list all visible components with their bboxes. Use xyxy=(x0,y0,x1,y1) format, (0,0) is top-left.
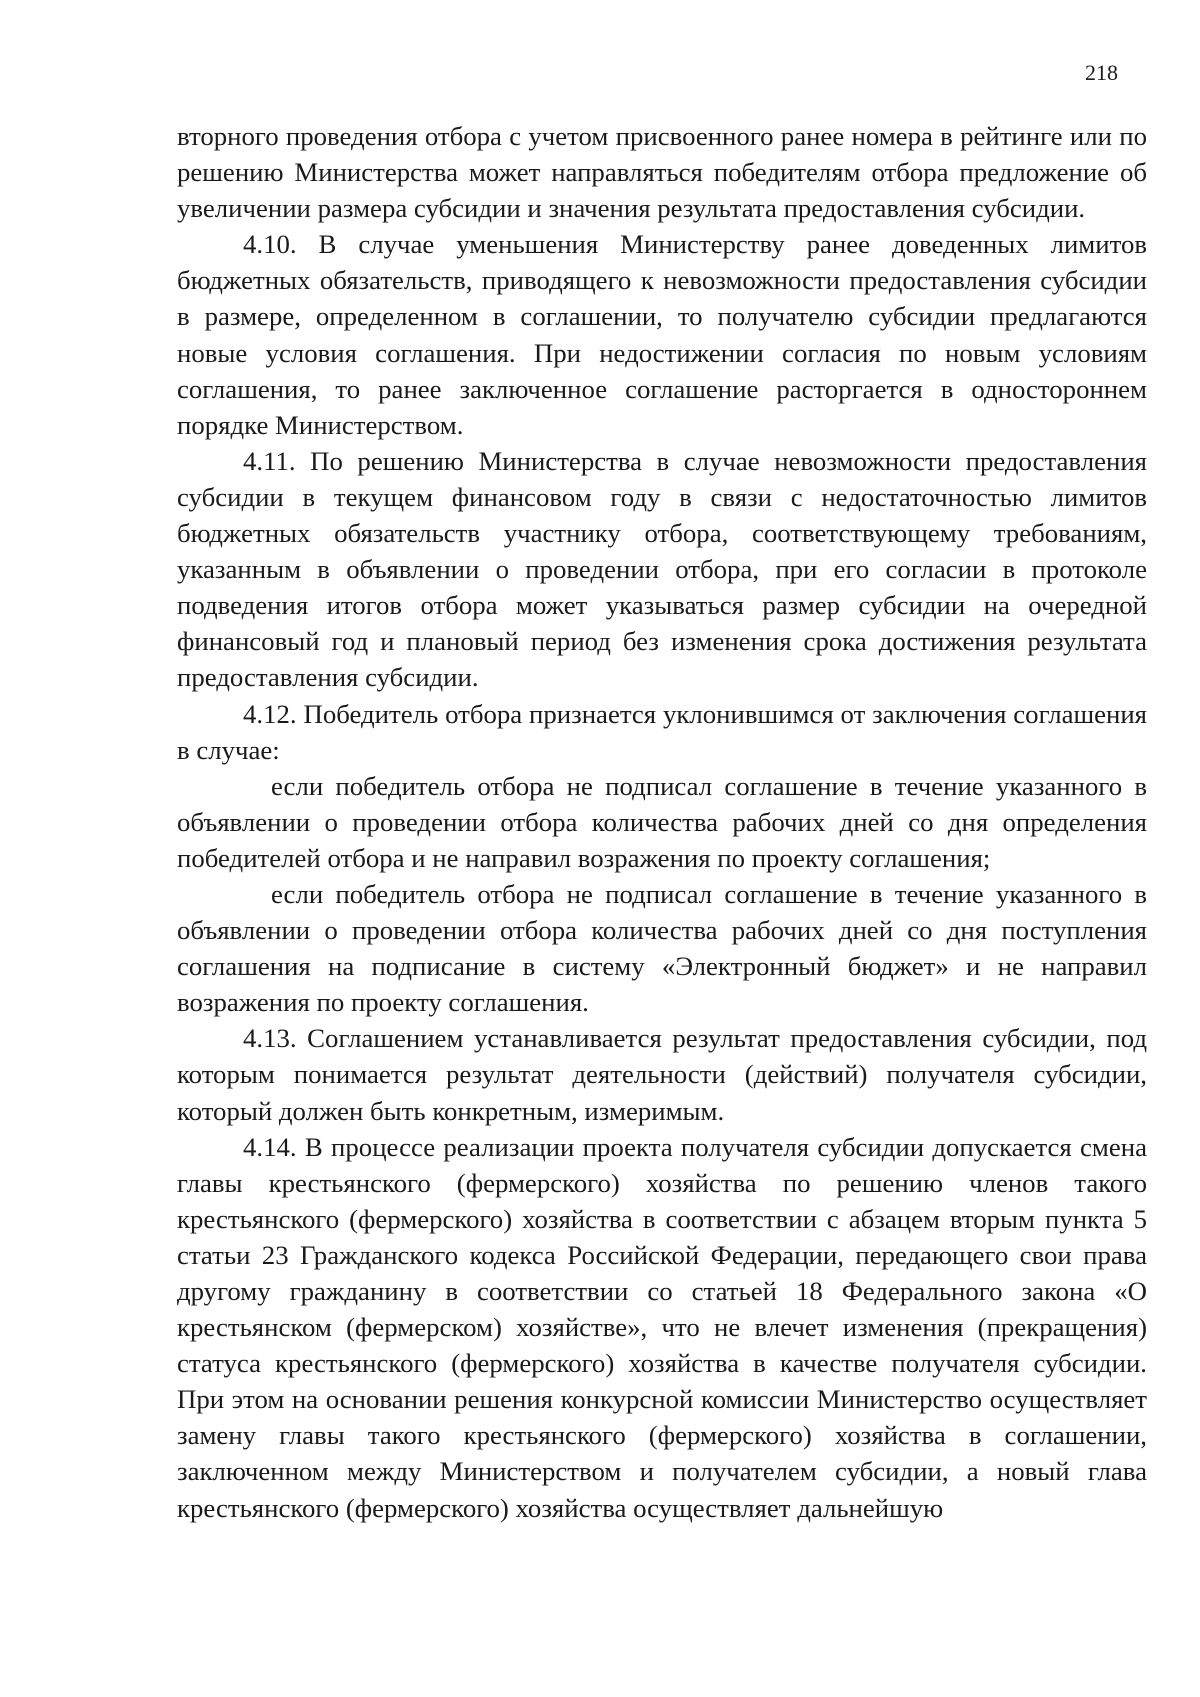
paragraph-4-11: 4.11. По решению Министерства в случае невозможности предоставления субсидии в текущем финансовом году в связи с недостаточностью лимитов бюджетных обязательств участнику отбора, соответствующему требованиям, указанным в объявлении о проведении отбора, при его согласии в протоколе подведения итогов отбора может указываться размер субсидии на очередной финансовый год и плановый период без изменения срока достижения результата предоставления субсидии. xyxy=(177,445,1147,693)
paragraph-4-10: 4.10. В случае уменьшения Министерству ранее доведенных лимитов бюджетных обязательств, приводящего к невозможности предоставления субсидии в размере, определенном в соглашении, то получателю субсидии предлагаются новые условия соглашения. При недостижении согласия по новым условиям соглашения, то ранее заключенное соглашение расторгается в одностороннем порядке Министерством. xyxy=(177,229,1147,440)
document-body xyxy=(177,118,1147,1526)
paragraph-4-12-case-1: если победитель отбора не подписал соглашение в течение указанного в объявлении о проведении отбора количества рабочих дней со дня определения победителей отбора и не направил возражения по проекту соглашения; xyxy=(177,770,1147,873)
page-number: 218 xyxy=(1085,60,1118,85)
paragraph-4-14: 4.14. В процессе реализации проекта получателя субсидии допускается смена главы крестьянского (фермерского) хозяйства по решению членов такого крестьянского (фермерского) хозяйства в соответствии с абзацем вторым пункта 5 статьи 23 Гражданского кодекса Российской Федерации, передающего свои права другому гражданину в соответствии со статьей 18 Федерального закона «О крестьянском (фермерском) хозяйстве», что не влечет изменения (прекращения) статуса крестьянского (фермерского) хозяйства в качестве получателя субсидии. При этом на основании решения конкурсной комиссии Министерство осуществляет замену главы такого крестьянского (фермерского) хозяйства в соглашении, заключенном между Министерством и получателем субсидии, а новый глава крестьянского (фермерского) хозяйства осуществляет дальнейшую xyxy=(177,1131,1147,1523)
paragraph-4-13: 4.13. Соглашением устанавливается результат предоставления субсидии, под которым понимается результат деятельности (действий) получателя субсидии, который должен быть конкретным, измеримым. xyxy=(177,1023,1147,1126)
paragraph-4-12-case-2: если победитель отбора не подписал соглашение в течение указанного в объявлении о проведении отбора количества рабочих дней со дня поступления соглашения на подписание в систему «Электронный бюджет» и не направил возражения по проекту соглашения. xyxy=(177,878,1147,1018)
paragraph-4-12: 4.12. Победитель отбора признается уклонившимся от заключения соглашения в случае: xyxy=(177,698,1147,765)
paragraph-continuation: вторного проведения отбора с учетом присвоенного ранее номера в рейтинге или по решению Министерства может направляться победителям отбора предложение об увеличении размера субсидии и значения результата предоставления субсидии. xyxy=(177,121,1147,224)
